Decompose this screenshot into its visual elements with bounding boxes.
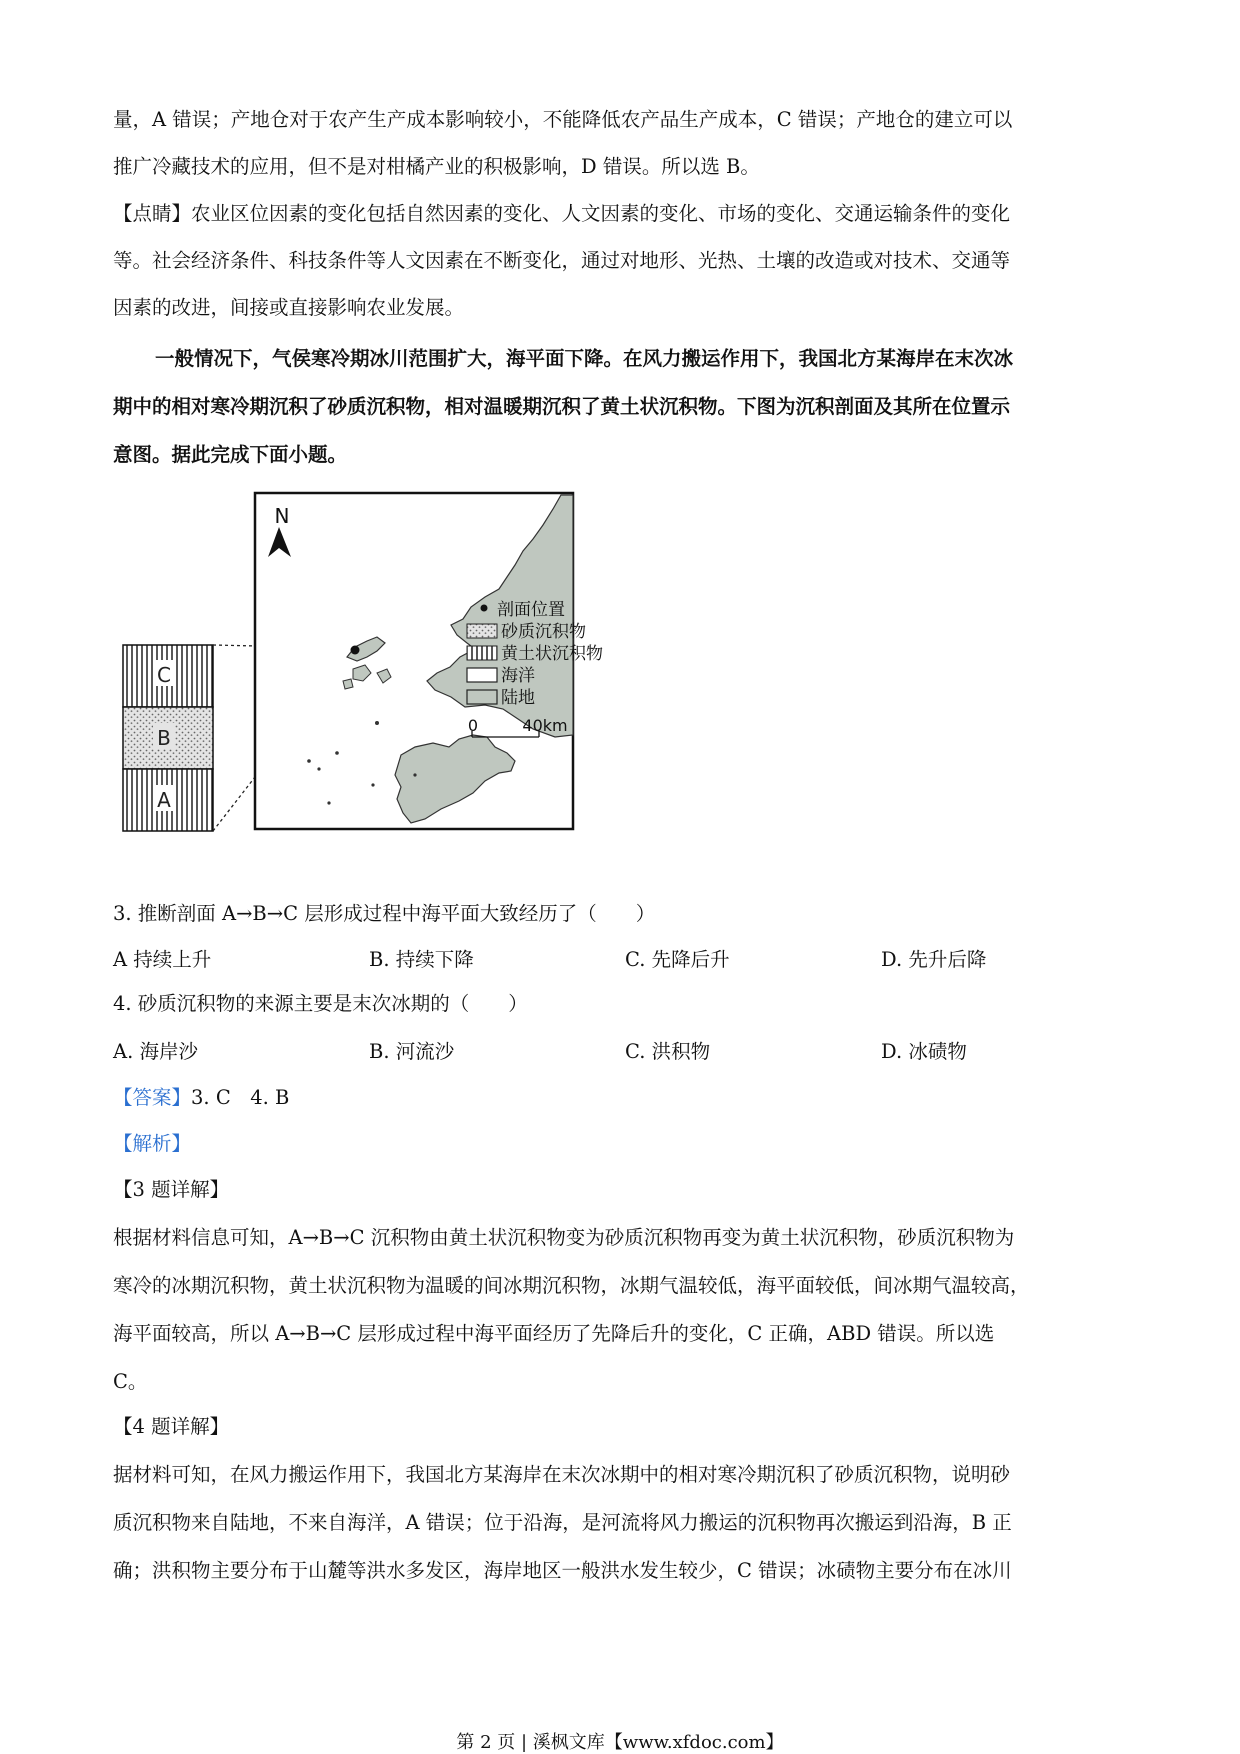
detail-3-heading: 【3 题详解】	[113, 1178, 230, 1201]
sediment-profile-map-figure	[115, 485, 675, 845]
detail-4-line: 确；洪积物主要分布于山麓等洪水多发区，海岸地区一般洪水发生较少，C 错误；冰碛物主要分布在冰川	[113, 1559, 1012, 1582]
text-line: 推广冷藏技术的应用，但不是对柑橘产业的积极影响，D 错误。所以选 B。	[113, 155, 760, 178]
scale-start-label: 0	[467, 716, 479, 735]
intro-line: 期中的相对寒冷期沉积了砂质沉积物，相对温暖期沉积了黄土状沉积物。下图为沉积剖面及其所在位置示	[113, 395, 1011, 418]
answer-text: 3. C 4. B	[191, 1086, 290, 1109]
detail-3-line: 寒冷的冰期沉积物，黄土状沉积物为温暖的间冰期沉积物，冰期气温较低，海平面较低，间冰期气温较高，	[113, 1274, 1030, 1297]
legend-ocean: 海洋	[501, 666, 535, 686]
north-label: N	[274, 504, 290, 528]
intro-line: 一般情况下，气侯寒冷期冰川范围扩大，海平面下降。在风力搬运作用下，我国北方某海岸在末次冰	[155, 347, 1014, 370]
intro-line: 意图。据此完成下面小题。	[113, 443, 348, 466]
question-4-stem: 4. 砂质沉积物的来源主要是末次冰期的（ ）	[113, 992, 528, 1015]
answer-row	[113, 1083, 289, 1113]
detail-3-line: 根据材料信息可知，A→B→C 沉积物由黄土状沉积物变为砂质沉积物再变为黄土状沉积物，砂质沉积物为	[113, 1226, 1015, 1249]
detail-4-line: 据材料可知，在风力搬运作用下，我国北方某海岸在末次冰期中的相对寒冷期沉积了砂质沉积物，说明砂	[113, 1463, 1011, 1486]
q3-option-b[interactable]: B. 持续下降	[369, 948, 474, 971]
analysis-label: 【解析】	[113, 1132, 192, 1155]
stratigraphic-column	[123, 645, 213, 831]
layer-label-b: B	[157, 726, 171, 750]
layer-label-a: A	[157, 788, 171, 812]
q4-option-b[interactable]: B. 河流沙	[369, 1040, 455, 1063]
note-line: 因素的改进，间接或直接影响农业发展。	[113, 296, 465, 319]
legend-profile-location: 剖面位置	[497, 600, 565, 620]
note-line: 【点睛】农业区位因素的变化包括自然因素的变化、人文因素的变化、市场的变化、交通运输条件的变化	[113, 202, 1011, 225]
page-footer: 第 2 页 | 溪枫文库【www.xfdoc.com】	[456, 1732, 784, 1753]
q4-option-d[interactable]: D. 冰碛物	[881, 1040, 967, 1063]
text-line: 量，A 错误；产地仓对于农产生产成本影响较小，不能降低农产品生产成本，C 错误；产地仓的建立可以	[113, 108, 1013, 131]
detail-4-line: 质沉积物来自陆地，不来自海洋，A 错误；位于沿海，是河流将风力搬运的沉积物再次搬运到沿海，B 正	[113, 1511, 1012, 1534]
legend-land: 陆地	[501, 688, 535, 708]
detail-3-line: C。	[113, 1370, 148, 1393]
legend-loess: 黄土状沉积物	[501, 644, 603, 664]
q4-option-c[interactable]: C. 洪积物	[625, 1040, 711, 1063]
q4-option-a[interactable]: A. 海岸沙	[113, 1040, 198, 1063]
q3-option-d[interactable]: D. 先升后降	[881, 948, 987, 971]
question-3-stem: 3. 推断剖面 A→B→C 层形成过程中海平面大致经历了（ ）	[113, 902, 656, 925]
profile-location-marker	[351, 646, 360, 655]
detail-3-line: 海平面较高，所以 A→B→C 层形成过程中海平面经历了先降后升的变化，C 正确，ABD 错误。所以选	[113, 1322, 995, 1345]
detail-4-heading: 【4 题详解】	[113, 1415, 230, 1438]
layer-label-c: C	[157, 663, 171, 687]
answer-label: 【答案】	[113, 1086, 192, 1109]
scale-end-label: 40km	[522, 716, 568, 735]
q3-option-a[interactable]: A 持续上升	[113, 948, 212, 971]
legend-sand: 砂质沉积物	[501, 622, 586, 642]
note-line: 等。社会经济条件、科技条件等人文因素在不断变化，通过对地形、光热、土壤的改造或对技术、交通等	[113, 249, 1011, 272]
q3-option-c[interactable]: C. 先降后升	[625, 948, 730, 971]
